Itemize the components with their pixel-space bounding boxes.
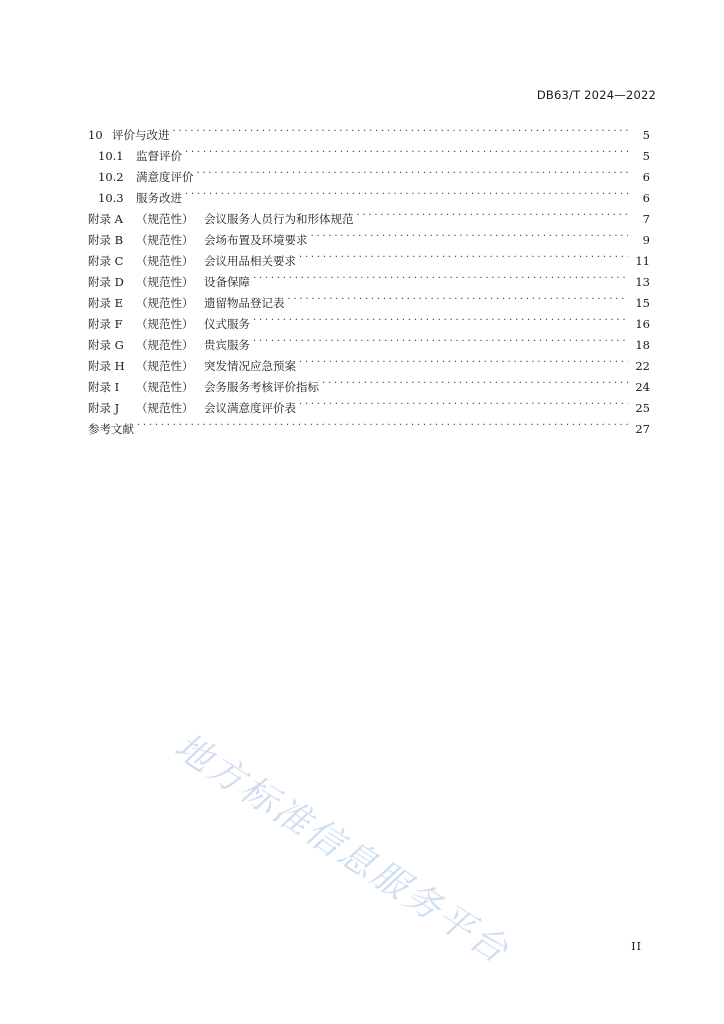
toc-leader-dots — [357, 202, 629, 223]
toc-leader-dots — [311, 223, 629, 244]
toc-entry-number: 附录 H — [88, 359, 125, 373]
toc-entry-title: 会务服务考核评价指标 — [204, 380, 319, 394]
toc-entry[interactable] — [88, 139, 650, 163]
toc-entry-page: 5 — [642, 128, 650, 142]
toc-entry-number: 附录 C — [88, 254, 124, 268]
toc-entry-tag: （规范性） — [136, 359, 194, 373]
toc-entry-title: 遗留物品登记表 — [204, 296, 285, 310]
toc-entry-title: 会议用品相关要求 — [204, 254, 296, 268]
toc-entry-page: 22 — [635, 359, 650, 373]
toc-entry-title: 贵宾服务 — [204, 338, 250, 352]
toc-leader-dots — [253, 307, 628, 328]
toc-entry-page: 5 — [642, 149, 650, 163]
toc-leader-dots — [253, 328, 628, 349]
toc-entry-number: 10 — [88, 128, 103, 142]
toc-entry-title: 监督评价 — [136, 149, 182, 163]
toc-entry-title: 参考文献 — [88, 422, 134, 436]
toc-entry-tag: （规范性） — [136, 212, 194, 226]
toc-entry-title: 服务改进 — [136, 191, 182, 205]
toc-entry-tag: （规范性） — [136, 296, 194, 310]
toc-entry-number: 附录 G — [88, 338, 124, 352]
toc-entry-number: 附录 B — [88, 233, 124, 247]
toc-leader-dots — [253, 265, 628, 286]
toc-entry-title: 满意度评价 — [136, 170, 194, 184]
toc-entry-number: 附录 A — [88, 212, 123, 226]
toc-entry-number: 10.2 — [98, 170, 124, 184]
table-of-contents — [88, 118, 650, 436]
toc-entry-tag: （规范性） — [136, 317, 194, 331]
toc-entry-title: 会议服务人员行为和形体规范 — [204, 212, 354, 226]
toc-entry-title: 设备保障 — [204, 275, 250, 289]
toc-entry-number: 附录 E — [88, 296, 124, 310]
toc-leader-dots — [299, 391, 628, 412]
toc-entry-tag: （规范性） — [136, 380, 194, 394]
toc-entry-page: 18 — [635, 338, 650, 352]
toc-entry-number: 附录 F — [88, 317, 123, 331]
toc-entry-title: 评价与改进 — [112, 128, 170, 142]
toc-entry-tag: （规范性） — [136, 275, 194, 289]
toc-entry-page: 7 — [642, 212, 650, 226]
toc-entry-page: 6 — [642, 170, 650, 184]
toc-entry-page: 16 — [635, 317, 650, 331]
toc-entry-number: 10.3 — [98, 191, 124, 205]
toc-entry-number: 附录 I — [88, 380, 120, 394]
toc-leader-dots — [288, 286, 629, 307]
toc-entry-page: 11 — [635, 254, 650, 268]
toc-leader-dots — [173, 118, 629, 139]
toc-entry-page: 24 — [635, 380, 650, 394]
toc-entry-page: 6 — [642, 191, 650, 205]
toc-entry-title: 仪式服务 — [204, 317, 250, 331]
toc-entry-page: 25 — [635, 401, 650, 415]
toc-entry-title: 会议满意度评价表 — [204, 401, 296, 415]
toc-entry-tag: （规范性） — [136, 338, 194, 352]
standard-code: DB63/T 2024—2022 — [536, 88, 656, 102]
toc-entry-title: 突发情况应急预案 — [204, 359, 296, 373]
toc-leader-dots — [299, 244, 628, 265]
toc-leader-dots — [137, 412, 628, 433]
toc-entry-number: 10.1 — [98, 149, 124, 163]
toc-entry-number: 附录 J — [88, 401, 120, 415]
watermark: 地方标准信息服务平台 — [167, 725, 517, 973]
page-number: II — [631, 940, 642, 953]
toc-entry-page: 13 — [635, 275, 650, 289]
toc-leader-dots — [197, 160, 629, 181]
toc-entry-title: 会场布置及环境要求 — [204, 233, 308, 247]
toc-leader-dots — [299, 349, 628, 370]
toc-entry-number: 附录 D — [88, 275, 124, 289]
toc-leader-dots — [322, 370, 628, 391]
toc-entry[interactable] — [88, 118, 650, 142]
toc-entry-page: 27 — [635, 422, 650, 436]
toc-entry[interactable] — [88, 412, 650, 436]
toc-entry-tag: （规范性） — [136, 233, 194, 247]
toc-entry-tag: （规范性） — [136, 254, 194, 268]
toc-leader-dots — [185, 181, 628, 202]
toc-leader-dots — [185, 139, 628, 160]
toc-entry-page: 15 — [635, 296, 650, 310]
toc-entry-tag: （规范性） — [136, 401, 194, 415]
toc-entry-page: 9 — [642, 233, 650, 247]
